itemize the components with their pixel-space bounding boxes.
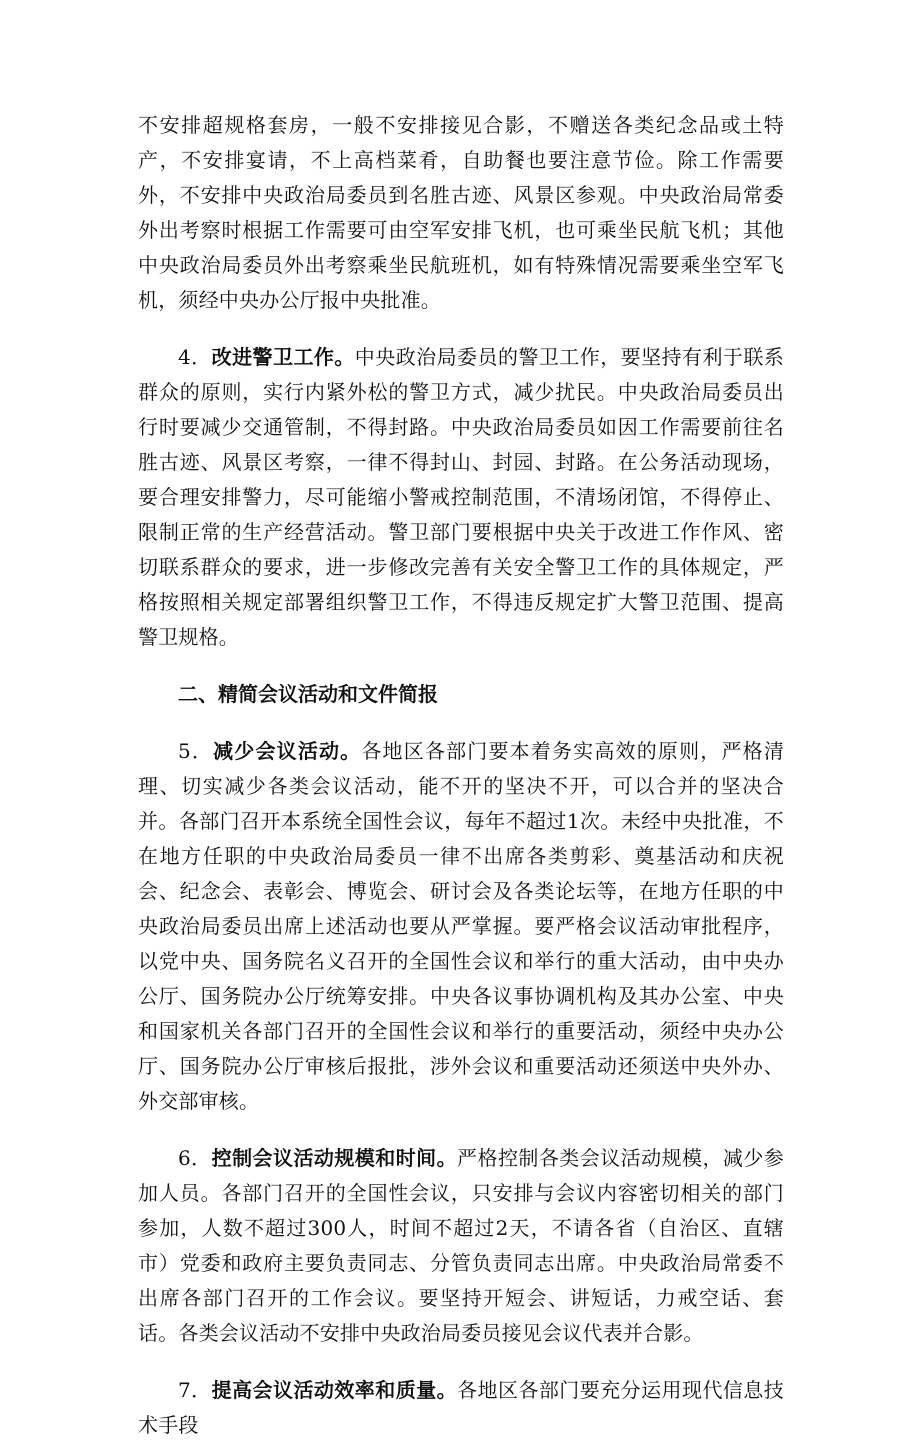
document-page [138, 108, 784, 1443]
item-4-body: 中央政治局委员的警卫工作，要坚持有利于联系群众的原则，实行内紧外松的警卫方式，减少扰民。中央政治局委员出行时要减少交通管制，不得封路。中央政治局委员如因工作需要前往名胜古迹、风景区考察，一律不得封山、封园、封路。在公务活动现场，要合理安排警力，尽可能缩小警戒控制范围，不清场闭馆，不得停止、限制正常的生产经营活动。警卫部门要根据中央关于改进工作作风、密切联系群众的要求，进一步修改完善有关安全警卫工作的具体规定，严格按照相关规定部署组织警卫工作，不得违反规定扩大警卫范围、提高警卫规格。 [138, 345, 785, 649]
item-6-paragraph [138, 1141, 784, 1351]
item-6-number: 6． [178, 1146, 212, 1170]
item-6-title: 控制会议活动规模和时间。 [211, 1146, 458, 1170]
item-7-number: 7． [178, 1378, 212, 1402]
item-4-number: 4． [178, 345, 212, 369]
paragraph-continued-text: 不安排超规格套房，一般不安排接见合影，不赠送各类纪念品或土特产，不安排宴请，不上高档菜肴，自助餐也要注意节俭。除工作需要外，不安排中央政治局委员到名胜古迹、风景区参观。中央政治局常委外出考察时根据工作需要可由空军安排飞机，也可乘坐民航飞机；其他中央政治局委员外出考察乘坐民航班机，如有特殊情况需要乘坐空军飞机，须经中央办公厅报中央批准。 [138, 113, 784, 312]
item-7-body: 各地区各部门要充分运用现代信息技术手段 [138, 1378, 785, 1437]
item-7-paragraph [138, 1373, 784, 1443]
item-5-number: 5． [178, 739, 214, 763]
item-7-title: 提高会议活动效率和质量。 [211, 1378, 458, 1402]
item-5-paragraph [138, 734, 784, 1119]
item-5-title: 减少会议活动。 [213, 739, 362, 763]
item-5-body: 各地区各部门要本着务实高效的原则，严格清理、切实减少各类会议活动，能不开的坚决不开，可以合并的坚决合并。各部门召开本系统全国性会议，每年不超过1次。未经中央批准，不在地方任职的中央政治局委员一律不出席各类剪彩、奠基活动和庆祝会、纪念会、表彰会、博览会、研讨会及各类论坛等，在地方任职的中央政治局委员出席上述活动也要从严掌握。要严格会议活动审批程序，以党中央、国务院名义召开的全国性会议和举行的重大活动，由中央办公厅、国务院办公厅统筹安排。中央各议事协调机构及其办公室、中央和国家机关各部门召开的全国性会议和举行的重要活动，须经中央办公厅、国务院办公厅审核后报批，涉外会议和重要活动还须送中央外办、外交部审核。 [138, 739, 785, 1113]
item-4-paragraph [138, 340, 784, 655]
item-6-body: 严格控制各类会议活动规模，减少参加人员。各部门召开的全国性会议，只安排与会议内容密切相关的部门参加，人数不超过300人，时间不超过2天，不请各省（自治区、直辖市）党委和政府主要负责同志、分管负责同志出席。中央政治局常委不出席各部门召开的工作会议。要坚持开短会、讲短话，力戒空话、套话。各类会议活动不安排中央政治局委员接见会议代表并合影。 [138, 1146, 785, 1345]
item-4-title: 改进警卫工作。 [211, 345, 355, 369]
paragraph-continued [138, 108, 784, 318]
section-2-heading: 二、精简会议活动和文件简报 [178, 682, 438, 706]
